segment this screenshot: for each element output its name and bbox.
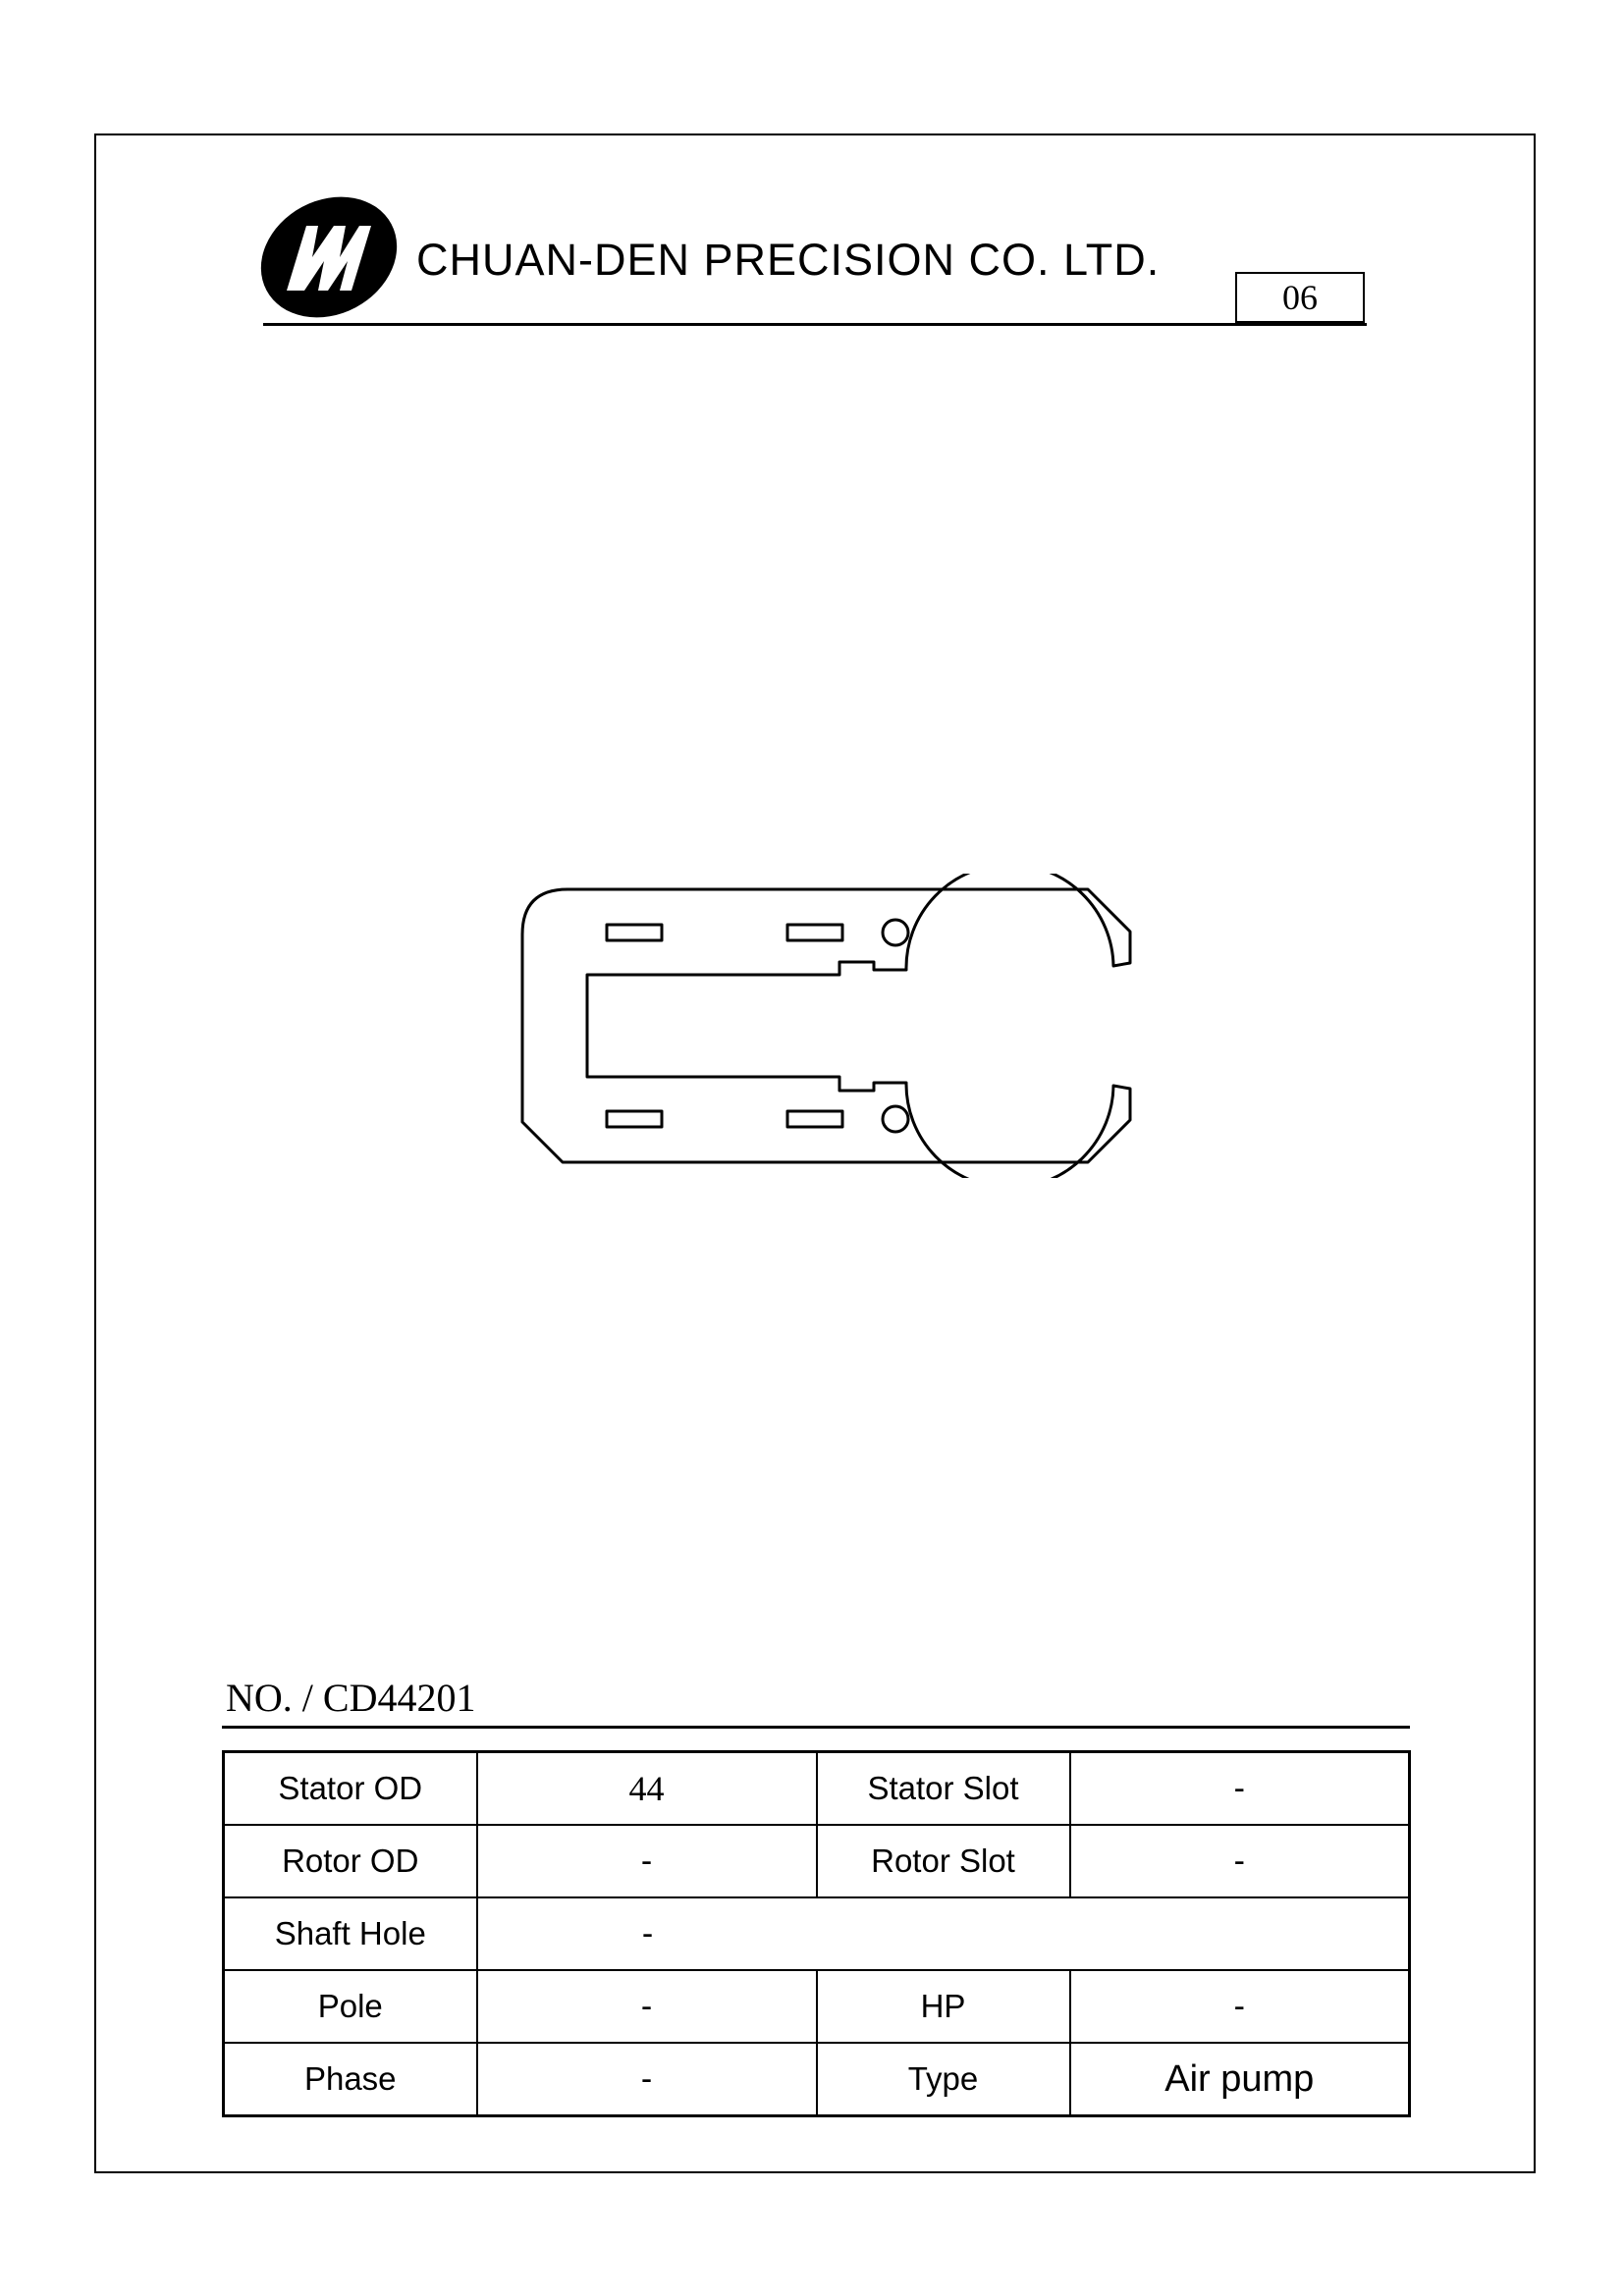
- rotor-slot-value: -: [1070, 1825, 1410, 1897]
- table-row: [224, 1897, 1410, 1970]
- slot-upper-right: [787, 925, 842, 940]
- header-divider: [263, 323, 1367, 326]
- table-row: [224, 1970, 1410, 2043]
- shaft-hole-value-text: -: [641, 1914, 654, 1952]
- stator-od-label: Stator OD: [224, 1752, 477, 1826]
- table-row: [224, 1825, 1410, 1897]
- type-label: Type: [817, 2043, 1070, 2116]
- hp-label: HP: [817, 1970, 1070, 2043]
- lamination-outline: [522, 874, 1130, 1178]
- slot-lower-right: [787, 1111, 842, 1127]
- rotor-slot-label: Rotor Slot: [817, 1825, 1070, 1897]
- part-number: NO. / CD44201: [226, 1676, 476, 1720]
- type-value: Air pump: [1070, 2043, 1410, 2116]
- phase-value: -: [477, 2043, 817, 2116]
- pole-value: -: [477, 1970, 817, 2043]
- stator-od-value: 44: [477, 1752, 817, 1826]
- table-row: [224, 1752, 1410, 1826]
- pole-label: Pole: [224, 1970, 477, 2043]
- stator-slot-value: -: [1070, 1752, 1410, 1826]
- rotor-od-value: -: [477, 1825, 817, 1897]
- company-logo: [257, 196, 401, 318]
- page-number: 06: [1235, 272, 1365, 323]
- company-name: CHUAN-DEN PRECISION CO. LTD.: [416, 235, 1161, 285]
- hole-upper: [883, 920, 908, 945]
- part-divider: [222, 1726, 1410, 1729]
- table-row: [224, 2043, 1410, 2116]
- stator-slot-label: Stator Slot: [817, 1752, 1070, 1826]
- shaft-hole-value: [477, 1897, 1410, 1970]
- phase-label: Phase: [224, 2043, 477, 2116]
- hp-value: -: [1070, 1970, 1410, 2043]
- spec-table: [222, 1750, 1411, 2117]
- slot-lower-left: [607, 1111, 662, 1127]
- slot-upper-left: [607, 925, 662, 940]
- lamination-drawing: [511, 874, 1139, 1178]
- rotor-od-label: Rotor OD: [224, 1825, 477, 1897]
- hole-lower: [883, 1106, 908, 1132]
- shaft-hole-label: Shaft Hole: [224, 1897, 477, 1970]
